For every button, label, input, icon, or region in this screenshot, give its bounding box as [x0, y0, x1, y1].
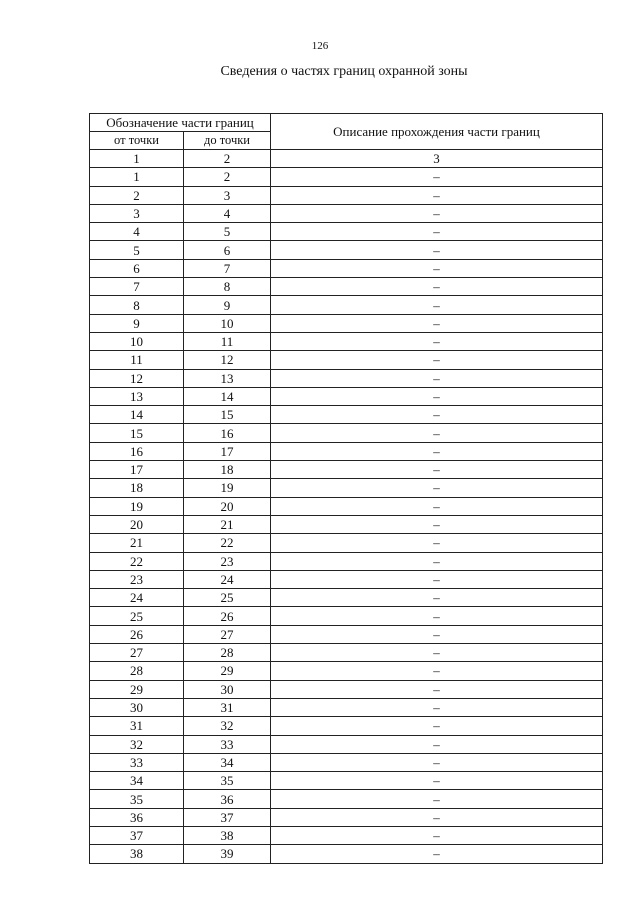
from-point-cell: 22 — [90, 552, 184, 570]
from-point-cell: 37 — [90, 826, 184, 844]
description-cell: – — [271, 826, 603, 844]
to-point-cell: 27 — [184, 625, 271, 643]
table-row — [90, 644, 603, 662]
description-cell: – — [271, 168, 603, 186]
table-row — [90, 808, 603, 826]
description-cell: – — [271, 223, 603, 241]
table-row — [90, 351, 603, 369]
description-cell: – — [271, 570, 603, 588]
to-point-cell: 30 — [184, 680, 271, 698]
description-cell: – — [271, 406, 603, 424]
table-row — [90, 278, 603, 296]
to-point-cell: 18 — [184, 461, 271, 479]
from-point-cell: 29 — [90, 680, 184, 698]
to-point-cell: 25 — [184, 589, 271, 607]
from-point-cell: 21 — [90, 534, 184, 552]
to-point-cell: 20 — [184, 497, 271, 515]
to-point-cell: 2 — [184, 168, 271, 186]
from-point-cell: 17 — [90, 461, 184, 479]
from-point-cell: 23 — [90, 570, 184, 588]
to-point-cell: 7 — [184, 259, 271, 277]
description-cell: – — [271, 278, 603, 296]
table-row — [90, 625, 603, 643]
to-point-cell: 11 — [184, 332, 271, 350]
to-point-cell: 5 — [184, 223, 271, 241]
page-number: 126 — [311, 40, 329, 52]
description-cell: – — [271, 644, 603, 662]
description-cell: – — [271, 497, 603, 515]
to-point-cell: 37 — [184, 808, 271, 826]
table-row — [90, 387, 603, 405]
to-point-cell: 10 — [184, 314, 271, 332]
from-point-cell: 8 — [90, 296, 184, 314]
description-cell: – — [271, 625, 603, 643]
table-row — [90, 241, 603, 259]
description-cell: – — [271, 204, 603, 222]
table-row — [90, 680, 603, 698]
from-point-cell: 25 — [90, 607, 184, 625]
from-point-cell: 11 — [90, 351, 184, 369]
to-point-cell: 16 — [184, 424, 271, 442]
table-row — [90, 772, 603, 790]
description-cell: – — [271, 424, 603, 442]
table-row — [90, 753, 603, 771]
from-point-cell: 24 — [90, 589, 184, 607]
to-point-cell: 4 — [184, 204, 271, 222]
description-cell: – — [271, 808, 603, 826]
from-point-cell: 26 — [90, 625, 184, 643]
description-cell: – — [271, 314, 603, 332]
description-cell: – — [271, 479, 603, 497]
to-point-cell: 2 — [184, 150, 271, 168]
to-point-cell: 15 — [184, 406, 271, 424]
description-cell: – — [271, 241, 603, 259]
to-point-cell: 36 — [184, 790, 271, 808]
description-cell: – — [271, 442, 603, 460]
from-point-cell: 15 — [90, 424, 184, 442]
from-point-cell: 4 — [90, 223, 184, 241]
table-row — [90, 717, 603, 735]
table-row — [90, 186, 603, 204]
to-point-cell: 19 — [184, 479, 271, 497]
to-point-cell: 6 — [184, 241, 271, 259]
to-point-cell: 24 — [184, 570, 271, 588]
from-point-cell: 9 — [90, 314, 184, 332]
table-row — [90, 296, 603, 314]
to-point-cell: 17 — [184, 442, 271, 460]
from-point-cell: 5 — [90, 241, 184, 259]
table-row — [90, 826, 603, 844]
table-row — [90, 406, 603, 424]
table-row — [90, 570, 603, 588]
description-cell: – — [271, 259, 603, 277]
table-row — [90, 479, 603, 497]
description-cell: – — [271, 753, 603, 771]
to-point-cell: 3 — [184, 186, 271, 204]
from-point-cell: 19 — [90, 497, 184, 515]
to-point-cell: 34 — [184, 753, 271, 771]
description-cell: – — [271, 698, 603, 716]
from-point-cell: 6 — [90, 259, 184, 277]
from-point-cell: 38 — [90, 845, 184, 863]
to-point-cell: 12 — [184, 351, 271, 369]
to-point-cell: 35 — [184, 772, 271, 790]
description-cell: – — [271, 351, 603, 369]
table-row — [90, 515, 603, 533]
to-point-cell: 9 — [184, 296, 271, 314]
from-point-cell: 3 — [90, 204, 184, 222]
header-to-point: до точки — [184, 132, 271, 150]
table-row — [90, 223, 603, 241]
table-row — [90, 150, 603, 168]
from-point-cell: 20 — [90, 515, 184, 533]
description-cell: – — [271, 332, 603, 350]
table-row — [90, 589, 603, 607]
description-cell: – — [271, 790, 603, 808]
table-row — [90, 790, 603, 808]
from-point-cell: 7 — [90, 278, 184, 296]
from-point-cell: 12 — [90, 369, 184, 387]
description-cell: – — [271, 607, 603, 625]
description-cell: – — [271, 717, 603, 735]
description-cell: – — [271, 845, 603, 863]
description-cell: – — [271, 589, 603, 607]
to-point-cell: 31 — [184, 698, 271, 716]
from-point-cell: 13 — [90, 387, 184, 405]
from-point-cell: 1 — [90, 168, 184, 186]
description-cell: – — [271, 735, 603, 753]
to-point-cell: 39 — [184, 845, 271, 863]
description-cell: – — [271, 186, 603, 204]
header-boundary-part: Обозначение части границ — [90, 114, 271, 132]
description-cell: 3 — [271, 150, 603, 168]
from-point-cell: 28 — [90, 662, 184, 680]
from-point-cell: 31 — [90, 717, 184, 735]
table-row — [90, 534, 603, 552]
to-point-cell: 14 — [184, 387, 271, 405]
to-point-cell: 13 — [184, 369, 271, 387]
table-row — [90, 461, 603, 479]
table-row — [90, 259, 603, 277]
from-point-cell: 14 — [90, 406, 184, 424]
boundary-table — [89, 113, 603, 864]
description-cell: – — [271, 680, 603, 698]
table-row — [90, 314, 603, 332]
from-point-cell: 35 — [90, 790, 184, 808]
description-cell: – — [271, 552, 603, 570]
from-point-cell: 16 — [90, 442, 184, 460]
table-row — [90, 497, 603, 515]
table-row — [90, 168, 603, 186]
table-row — [90, 845, 603, 863]
description-cell: – — [271, 296, 603, 314]
to-point-cell: 38 — [184, 826, 271, 844]
to-point-cell: 23 — [184, 552, 271, 570]
table-row — [90, 424, 603, 442]
from-point-cell: 27 — [90, 644, 184, 662]
from-point-cell: 34 — [90, 772, 184, 790]
to-point-cell: 28 — [184, 644, 271, 662]
description-cell: – — [271, 387, 603, 405]
to-point-cell: 22 — [184, 534, 271, 552]
to-point-cell: 32 — [184, 717, 271, 735]
to-point-cell: 8 — [184, 278, 271, 296]
description-cell: – — [271, 662, 603, 680]
to-point-cell: 33 — [184, 735, 271, 753]
table-row — [90, 607, 603, 625]
table-row — [90, 204, 603, 222]
table-row — [90, 442, 603, 460]
document-title: Сведения о частях границ охранной зоны — [220, 64, 468, 79]
table-body — [90, 150, 603, 864]
description-cell: – — [271, 515, 603, 533]
description-cell: – — [271, 772, 603, 790]
description-cell: – — [271, 369, 603, 387]
table-row — [90, 369, 603, 387]
from-point-cell: 33 — [90, 753, 184, 771]
description-cell: – — [271, 534, 603, 552]
from-point-cell: 30 — [90, 698, 184, 716]
from-point-cell: 32 — [90, 735, 184, 753]
from-point-cell: 2 — [90, 186, 184, 204]
from-point-cell: 10 — [90, 332, 184, 350]
table-row — [90, 662, 603, 680]
from-point-cell: 36 — [90, 808, 184, 826]
table-row — [90, 332, 603, 350]
to-point-cell: 26 — [184, 607, 271, 625]
from-point-cell: 18 — [90, 479, 184, 497]
from-point-cell: 1 — [90, 150, 184, 168]
table-row — [90, 698, 603, 716]
table-row — [90, 735, 603, 753]
table-row — [90, 552, 603, 570]
header-from-point: от точки — [90, 132, 184, 150]
to-point-cell: 21 — [184, 515, 271, 533]
to-point-cell: 29 — [184, 662, 271, 680]
header-description: Описание прохождения части границ — [271, 114, 603, 150]
description-cell: – — [271, 461, 603, 479]
